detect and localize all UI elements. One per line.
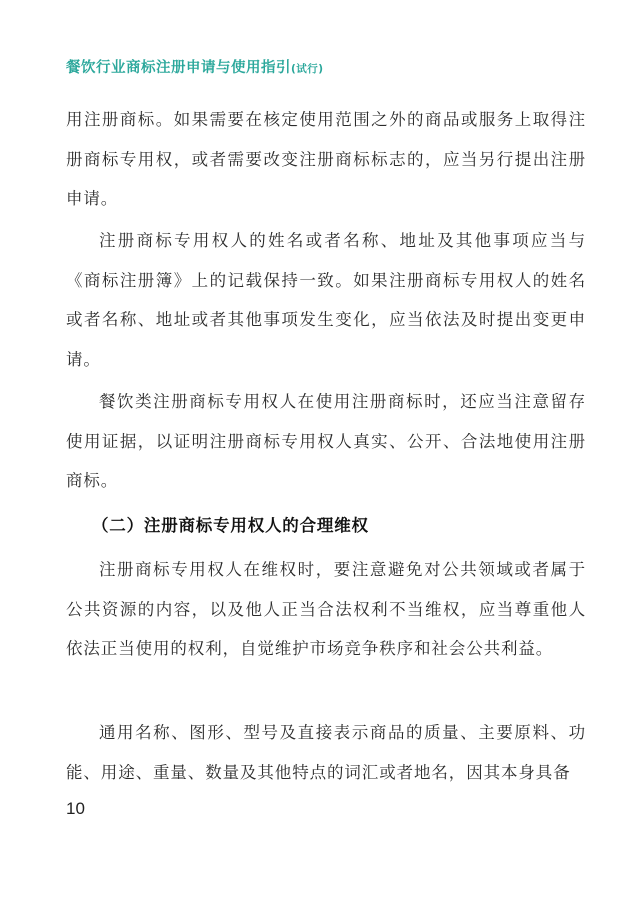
body-paragraph-1: 用注册商标。如果需要在核定使用范围之外的商品或服务上取得注册商标专用权，或者需要改变注册商标标志的，应当另行提出注册申请。 (66, 110, 586, 208)
body-paragraph-2: 注册商标专用权人的姓名或者名称、地址及其他事项应当与《商标注册簿》上的记载保持一致。如果注册商标专用权人的姓名或者名称、地址或者其他事项发生变化，应当依法及时提出变更申请。 (66, 231, 586, 369)
page-number: 10 (66, 799, 85, 818)
section-heading: （二）注册商标专用权人的合理维权 (92, 516, 369, 535)
header-subtitle: (试行) (291, 63, 324, 75)
section-paragraph-2: 通用名称、图形、型号及直接表示商品的质量、主要原料、功能、用途、重量、数量及其他特点的词汇或者地名，因其本身具备 (66, 723, 586, 782)
running-header (66, 56, 586, 82)
body-paragraph-3: 餐饮类注册商标专用权人在使用注册商标时，还应当注意留存使用证据，以证明注册商标专用权人真实、公开、合法地使用注册商标。 (66, 392, 586, 490)
section-paragraph-1: 注册商标专用权人在维权时，要注意避免对公共领域或者属于公共资源的内容，以及他人正当合法权利不当维权，应当尊重他人依法正当使用的权利，自觉维护市场竞争秩序和社会公共利益。 (66, 560, 586, 658)
header-title: 餐饮行业商标注册申请与使用指引 (66, 60, 291, 76)
